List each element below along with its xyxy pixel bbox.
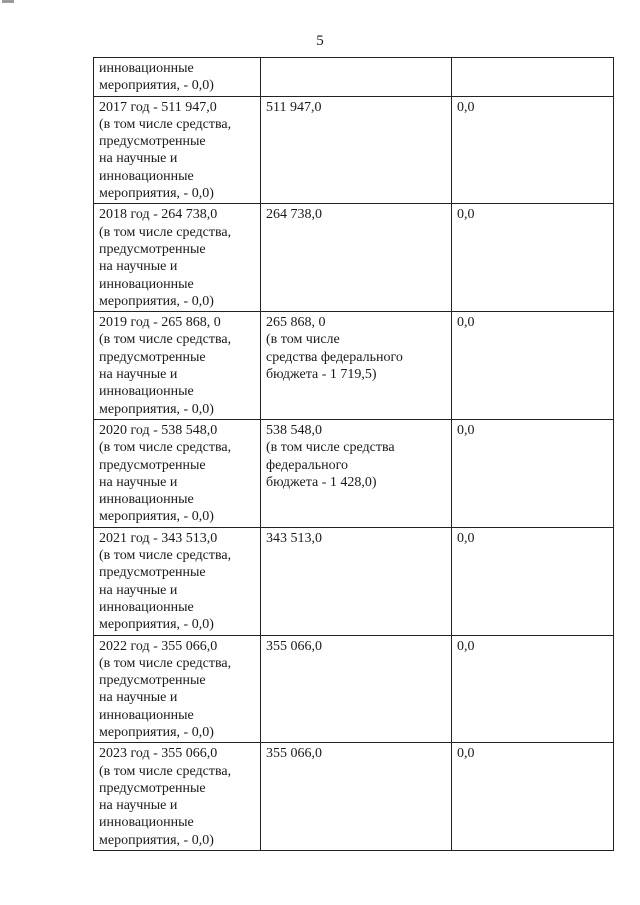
year-cell-line: мероприятия, - 0,0) [99, 617, 214, 633]
other-sources-cell-line: 0,0 [457, 530, 475, 546]
budget-cell-line: (в том числе средства [266, 440, 395, 456]
budget-cell-line: 355 066,0 [266, 638, 322, 654]
other-sources-cell [452, 743, 614, 851]
budget-cell-line: федерального [266, 457, 349, 473]
year-cell-line: предусмотренные [99, 565, 206, 581]
year-cell-line: 2020 год - 538 548,0 [99, 422, 218, 438]
table-row [94, 527, 614, 635]
year-cell-line: на научные и [99, 474, 178, 490]
scan-corner-mark [2, 0, 14, 3]
year-cell [94, 527, 261, 635]
other-sources-cell-line: 0,0 [457, 99, 475, 115]
year-cell-line: (в том числе средства, [99, 548, 232, 564]
budget-cell [261, 743, 452, 851]
year-cell-line: на научные и [99, 582, 178, 598]
year-cell-line: на научные и [99, 259, 178, 275]
year-cell-line: (в том числе средства, [99, 655, 232, 671]
other-sources-cell-line: 0,0 [457, 422, 475, 438]
year-cell [94, 635, 261, 743]
year-cell [94, 419, 261, 527]
year-cell-line: на научные и [99, 690, 178, 706]
year-cell-line: мероприятия, - 0,0) [99, 832, 214, 848]
budget-cell-line: 343 513,0 [266, 530, 322, 546]
table-row [94, 419, 614, 527]
other-sources-cell [452, 204, 614, 312]
year-cell-line: предусмотренные [99, 241, 206, 257]
year-cell [94, 96, 261, 204]
year-cell-line: инновационные [99, 168, 194, 184]
budget-cell-line: 538 548,0 [266, 422, 322, 438]
year-cell-line: 2019 год - 265 868, 0 [99, 315, 221, 331]
year-cell-line: инновационные [99, 384, 194, 400]
year-cell-line: инновационные [99, 276, 194, 292]
budget-cell [261, 312, 452, 420]
other-sources-cell [452, 419, 614, 527]
other-sources-cell-line: 0,0 [457, 746, 475, 762]
year-cell-line: мероприятия, - 0,0) [99, 186, 214, 202]
year-cell-line: 2022 год - 355 066,0 [99, 638, 218, 654]
budget-cell-line: средства федерального [266, 349, 403, 365]
year-cell-line: (в том числе средства, [99, 763, 232, 779]
year-cell-line: предусмотренные [99, 134, 206, 150]
table-row [94, 635, 614, 743]
year-cell [94, 204, 261, 312]
year-cell-line: (в том числе средства, [99, 116, 232, 132]
budget-cell-line: 511 947,0 [266, 99, 322, 115]
year-cell-line: инновационные [99, 815, 194, 831]
other-sources-cell-line: 0,0 [457, 207, 475, 223]
year-cell-line: мероприятия, - 0,0) [99, 401, 214, 417]
budget-cell [261, 635, 452, 743]
funding-table-body [94, 58, 614, 851]
year-cell-line: (в том числе средства, [99, 224, 232, 240]
other-sources-cell-line: 0,0 [457, 315, 475, 331]
table-row [94, 743, 614, 851]
year-cell-line: на научные и [99, 798, 178, 814]
year-cell-line: 2018 год - 264 738,0 [99, 207, 218, 223]
other-sources-cell [452, 635, 614, 743]
budget-cell [261, 527, 452, 635]
year-cell-line: предусмотренные [99, 349, 206, 365]
year-cell-line: предусмотренные [99, 673, 206, 689]
other-sources-cell [452, 58, 614, 97]
year-cell-line: 2017 год - 511 947,0 [99, 99, 217, 115]
year-cell-line: (в том числе средства, [99, 332, 232, 348]
year-cell-line: инновационные [99, 61, 194, 76]
year-cell-line: предусмотренные [99, 780, 206, 796]
budget-cell-line: 355 066,0 [266, 746, 322, 762]
table-row [94, 312, 614, 420]
year-cell [94, 312, 261, 420]
budget-cell [261, 96, 452, 204]
year-cell-line: предусмотренные [99, 457, 206, 473]
table-row [94, 96, 614, 204]
other-sources-cell [452, 96, 614, 204]
other-sources-cell [452, 312, 614, 420]
other-sources-cell [452, 527, 614, 635]
year-cell-line: инновационные [99, 599, 194, 615]
budget-cell-line: бюджета - 1 719,5) [266, 367, 377, 383]
year-cell [94, 743, 261, 851]
budget-cell [261, 58, 452, 97]
year-cell-line: (в том числе средства, [99, 440, 232, 456]
other-sources-cell-line: 0,0 [457, 638, 475, 654]
year-cell-line: мероприятия, - 0,0) [99, 293, 214, 309]
table-row [94, 204, 614, 312]
year-cell-line: на научные и [99, 367, 178, 383]
budget-cell-line: (в том числе [266, 332, 340, 348]
budget-cell [261, 204, 452, 312]
table-row [94, 58, 614, 97]
budget-cell-line: 265 868, 0 [266, 315, 326, 331]
budget-cell-line: 264 738,0 [266, 207, 322, 223]
budget-cell-line: бюджета - 1 428,0) [266, 474, 377, 490]
year-cell-line: мероприятия, - 0,0) [99, 724, 214, 740]
funding-table [93, 57, 614, 851]
year-cell-line: мероприятия, - 0,0) [99, 509, 214, 525]
budget-cell [261, 419, 452, 527]
year-cell-line: мероприятия, - 0,0) [99, 78, 214, 94]
year-cell-line: 2021 год - 343 513,0 [99, 530, 218, 546]
page-number: 5 [316, 33, 324, 49]
year-cell [94, 58, 261, 97]
year-cell-line: на научные и [99, 151, 178, 167]
year-cell-line: инновационные [99, 707, 194, 723]
year-cell-line: инновационные [99, 492, 194, 508]
year-cell-line: 2023 год - 355 066,0 [99, 746, 218, 762]
